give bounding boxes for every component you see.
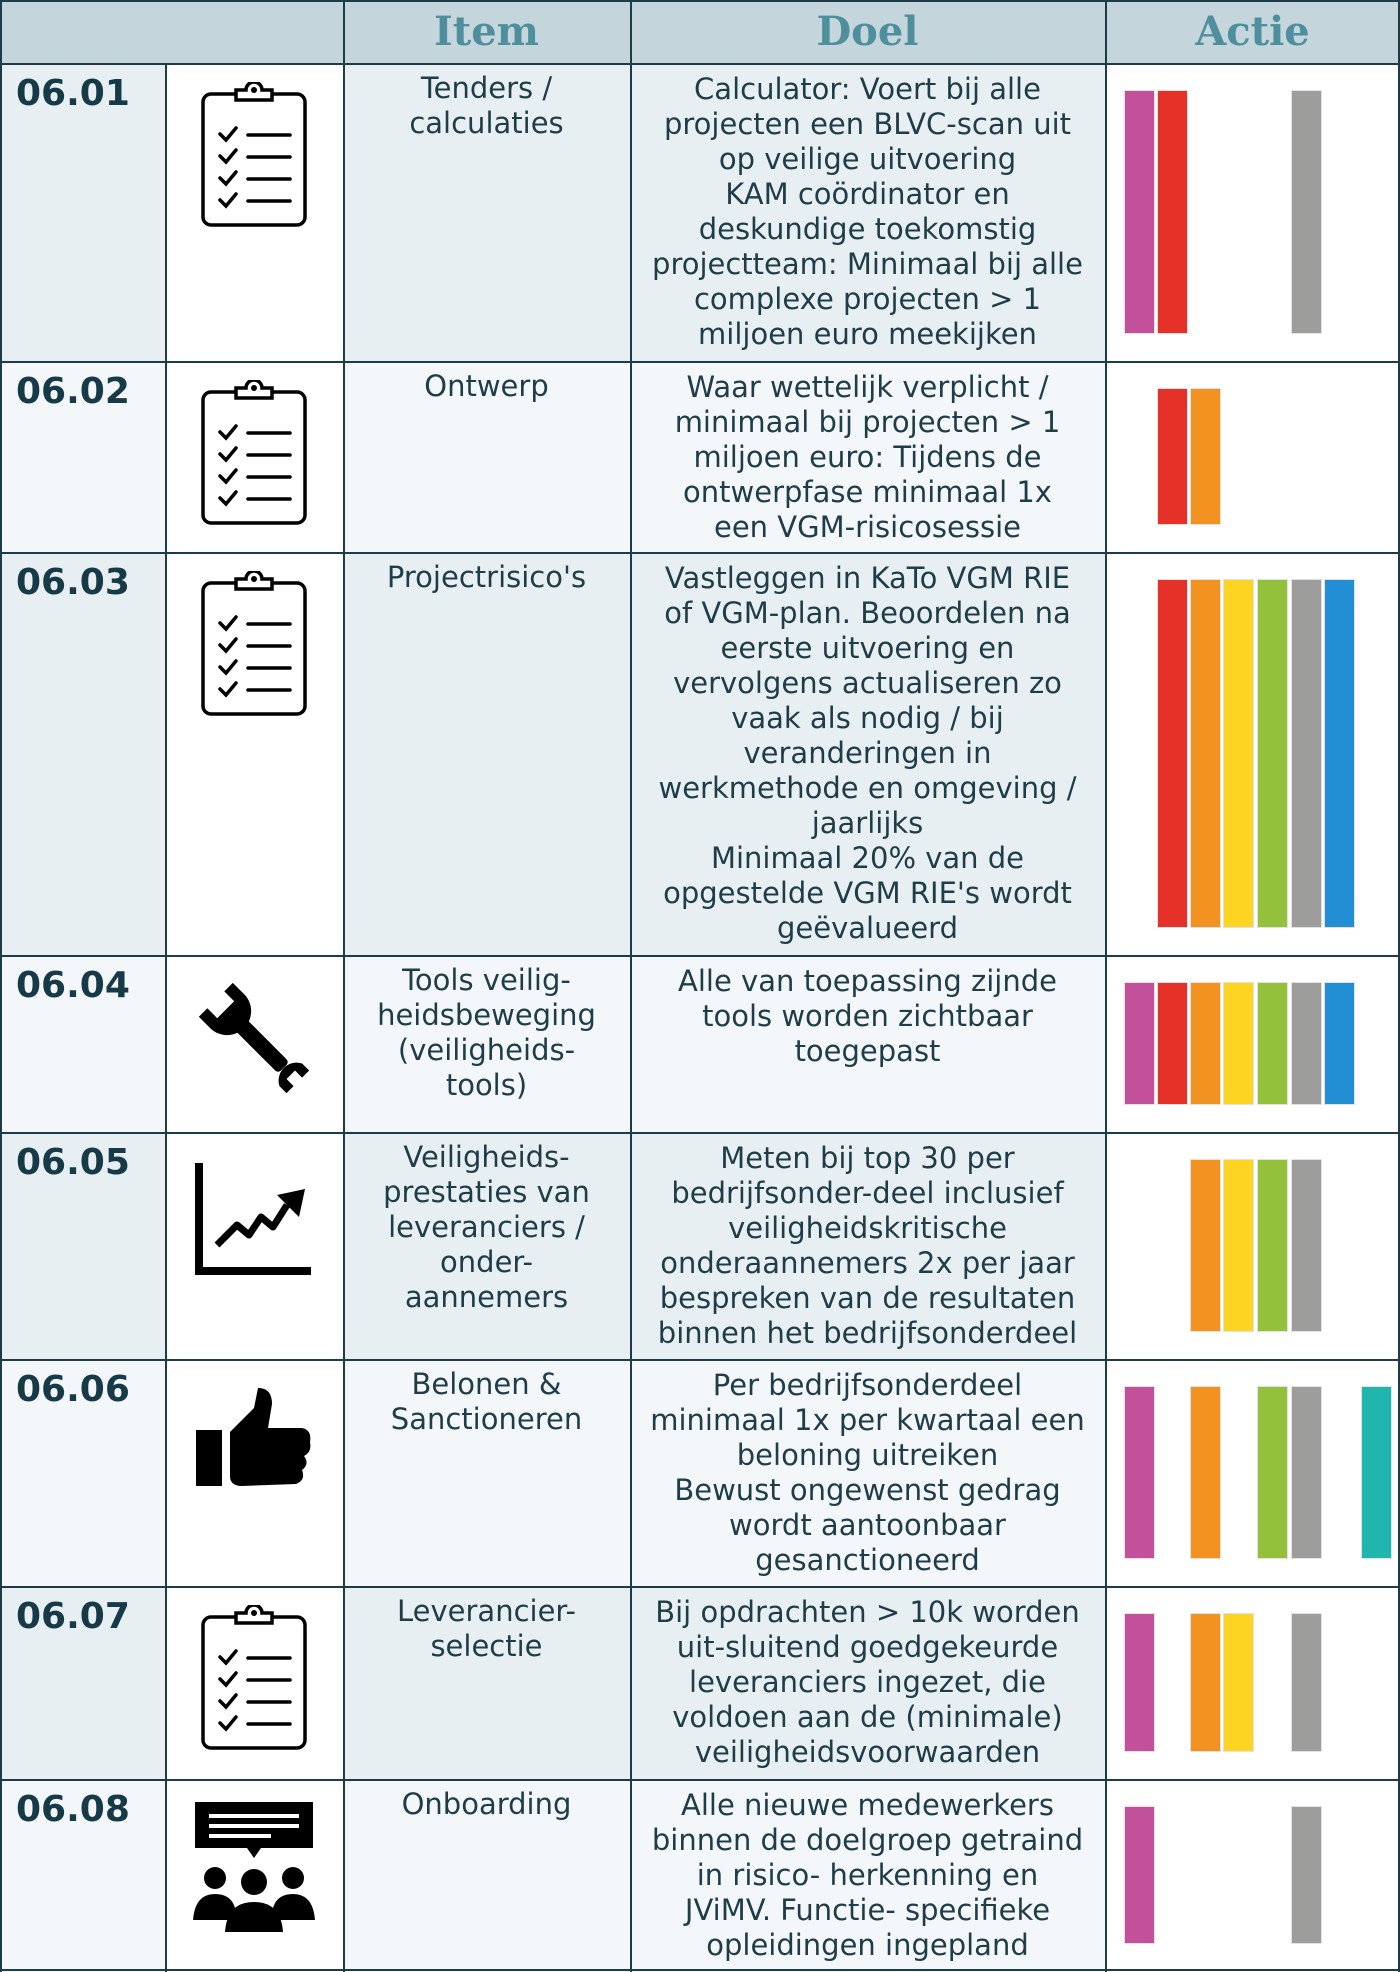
doel-text: Alle van toepassing zijnde tools worden zichtbaar toegepast [678,964,1057,1068]
action-bar-blue [1324,579,1355,928]
action-bar-gray [1291,1613,1322,1752]
action-bar-blue [1324,982,1355,1105]
row-number: 06.04 [16,965,130,1006]
doel-text: Waar wettelijk verplicht / minimaal bij projecten > 1 miljoen euro: Tijdens de ontwerpfase minimaal 1x een VGM-risicosessie [674,370,1061,544]
team-meeting-icon [165,1798,343,1934]
doel-text: Calculator: Voert bij alle projecten een BLVC-scan uit op veilige uitvoering KAM coördinator en deskundige toekomstig projectteam: Minimaal bij alle complexe projecten > 1 miljoen euro meekijken [652,72,1083,351]
header-actie: Actie [1195,8,1310,55]
row-number: 06.01 [16,73,130,114]
item-label: Tools veilig- heidsbeweging (veiligheids- tools) [377,963,596,1102]
action-bar-red [1157,388,1188,525]
row-divider [0,955,1400,957]
item-label: Onboarding [401,1787,572,1821]
clipboard-checklist-icon [165,1605,343,1753]
action-bar-green [1257,579,1288,928]
action-bar-yellow [1223,982,1254,1105]
action-bar-orange [1190,1386,1221,1559]
column-divider [1105,0,1107,1972]
column-divider [0,64,2,1972]
cell-background [0,553,165,956]
item-label: Projectrisico's [386,560,587,594]
action-bar-green [1257,1159,1288,1332]
action-bar-gray [1291,90,1322,334]
clipboard-checklist-icon [165,571,343,719]
cell-background [1105,362,1400,553]
column-divider [0,0,2,64]
row-number: 06.05 [16,1142,130,1183]
action-bar-red [1157,90,1188,334]
action-bar-yellow [1223,579,1254,928]
doel-text: Alle nieuwe medewerkers binnen de doelgroep getraind in risico- herkenning en JViMV. Functie- specifieke opleidingen ingepland [651,1788,1084,1962]
action-bar-green [1257,1386,1288,1559]
header-item: Item [434,8,539,55]
action-bar-red [1157,982,1188,1105]
row-divider [0,1586,1400,1588]
row-divider [0,552,1400,554]
action-bar-teal [1361,1386,1392,1559]
row-number: 06.06 [16,1369,130,1410]
clipboard-checklist-icon [165,380,343,528]
wrench-icon [165,982,343,1094]
column-divider [165,64,167,1972]
doel-text: Meten bij top 30 per bedrijfsonder-deel inclusief veiligheidskritische onderaannemers 2x per jaar bespreken van de resultaten binnen het bedrijfsonderdeel [657,1141,1078,1350]
action-bar-orange [1190,1159,1221,1332]
trending-chart-icon [165,1159,343,1275]
item-label: Tenders / calculaties [409,71,564,140]
action-bar-orange [1190,388,1221,525]
column-divider [630,0,632,1972]
row-number: 06.02 [16,371,130,412]
row-divider [0,63,1400,65]
row-divider [0,1779,1400,1781]
item-label: Ontwerp [424,369,549,403]
doel-text: Bij opdrachten > 10k worden uit-sluitend goedgekeurde leveranciers ingezet, die voldoen aan de (minimale) veiligheidsvoorwaarden [655,1595,1080,1769]
action-bar-yellow [1223,1159,1254,1332]
action-bar-orange [1190,1613,1221,1752]
action-bar-gray [1291,579,1322,928]
item-label: Veiligheids- prestaties van leveranciers / onder- aannemers [383,1140,590,1314]
row-divider [0,361,1400,363]
header-doel: Doel [816,8,919,55]
clipboard-checklist-icon [165,82,343,230]
doel-text: Vastleggen in KaTo VGM RIE of VGM-plan. Beoordelen na eerste uitvoering en vervolgens actualiseren zo vaak als nodig / bij veranderingen in werkmethode en omgeving / jaarlijks Minimaal 20% van de opgestelde VGM RIE's wordt geëvalueerd [658,561,1077,945]
action-bar-red [1157,579,1188,928]
action-bar-gray [1291,1159,1322,1332]
doel-text: Per bedrijfsonderdeel minimaal 1x per kwartaal een beloning uitreiken Bewust ongewenst gedrag wordt aantoonbaar gesanctioneerd [650,1368,1085,1577]
thumbs-up-icon [165,1386,343,1490]
item-label: Belonen & Sanctioneren [390,1367,583,1436]
row-number: 06.08 [16,1789,130,1830]
row-number: 06.07 [16,1596,130,1637]
action-bar-magenta [1124,1806,1155,1944]
action-bar-yellow [1223,1613,1254,1752]
action-bar-gray [1291,1386,1322,1559]
action-bar-orange [1190,982,1221,1105]
row-number: 06.03 [16,562,130,603]
row-divider [0,0,1400,2]
action-bar-magenta [1124,1386,1155,1559]
action-bar-magenta [1124,90,1155,334]
action-bar-orange [1190,579,1221,928]
row-divider [0,1359,1400,1361]
row-divider [0,1969,1400,1971]
cell-background [343,553,630,956]
action-bar-magenta [1124,982,1155,1105]
row-divider [0,1132,1400,1134]
action-bar-magenta [1124,1613,1155,1752]
action-bar-green [1257,982,1288,1105]
column-divider [343,0,345,1972]
action-bar-gray [1291,1806,1322,1944]
action-bar-gray [1291,982,1322,1105]
item-label: Leverancier- selectie [397,1594,576,1663]
